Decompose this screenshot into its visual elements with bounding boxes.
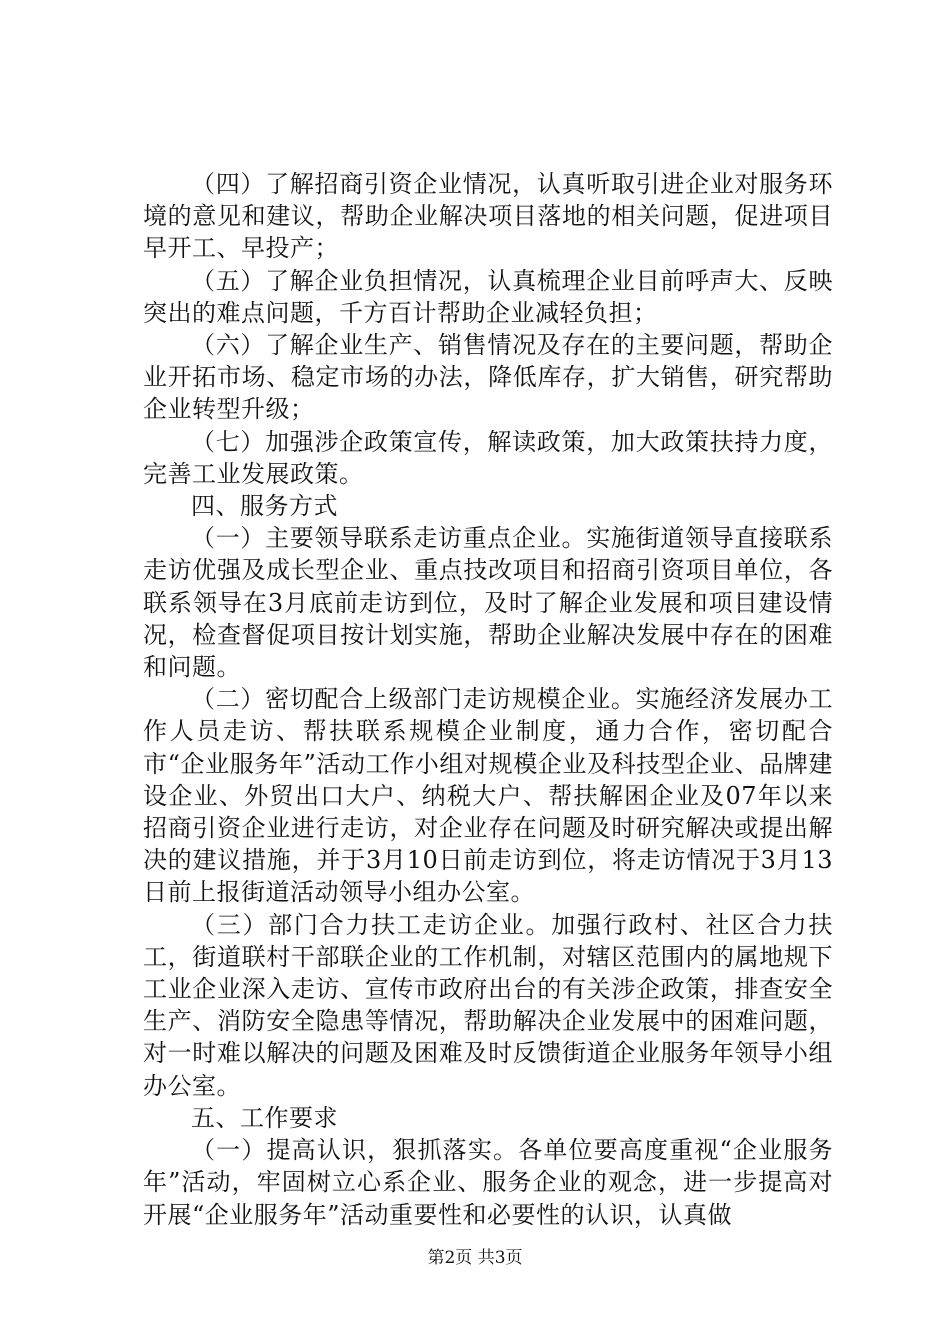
paragraph-service-3: （三）部门合力扶工走访企业。加强行政村、社区合力扶工，街道联村干部联企业的工作机制，对辖区范围内的属地规下工业企业深入走访、宣传市政府出台的有关涉企政策，排查安全生产、消防安全隐患等情况，帮助解决企业发展中的困难问题，对一时难以解决的问题及困难及时反馈街道企业服务年领导小组办公室。 [143, 910, 833, 1100]
paragraph-service-2: （二）密切配合上级部门走访规模企业。实施经济发展办工作人员走访、帮扶联系规模企业制度，通力合作，密切配合市“企业服务年”活动工作小组对规模企业及科技型企业、品牌建设企业、外贸出口大户、纳税大户、帮扶解困企业及07年以来招商引资企业进行走访，对企业存在问题及时研究解决或提出解决的建议措施，并于3月10日前走访到位，将走访情况于3月13日前上报街道活动领导小组办公室。 [143, 685, 833, 907]
paragraph-4: （四）了解招商引资企业情况，认真听取引进企业对服务环境的意见和建议，帮助企业解决项目落地的相关问题，促进项目早开工、早投产； [143, 170, 833, 263]
section-heading-work-requirements: 五、工作要求 [191, 1103, 338, 1132]
paragraph-7: （七）加强涉企政策宣传，解读政策，加大政策扶持力度，完善工业发展政策。 [143, 427, 833, 488]
document-body [143, 168, 833, 1231]
page-footer: 第2页 共3页 [427, 1248, 523, 1268]
paragraph-5: （五）了解企业负担情况，认真梳理企业目前呼声大、反映突出的难点问题，千方百计帮助企业减轻负担； [143, 266, 833, 327]
paragraph-requirement-1: （一）提高认识，狠抓落实。各单位要高度重视“企业服务年”活动，牢固树立心系企业、服务企业的观念，进一步提高对开展“企业服务年”活动重要性和必要性的认识，认真做 [143, 1136, 833, 1229]
section-heading-service-methods: 四、服务方式 [191, 492, 338, 521]
paragraph-service-1: （一）主要领导联系走访重点企业。实施街道领导直接联系走访优强及成长型企业、重点技改项目和招商引资项目单位，各联系领导在3月底前走访到位，及时了解企业发展和项目建设情况，检查督促项目按计划实施，帮助企业解决发展中存在的困难和问题。 [143, 524, 833, 682]
paragraph-6: （六）了解企业生产、销售情况及存在的主要问题，帮助企业开拓市场、稳定市场的办法，降低库存，扩大销售，研究帮助企业转型升级； [143, 331, 833, 424]
